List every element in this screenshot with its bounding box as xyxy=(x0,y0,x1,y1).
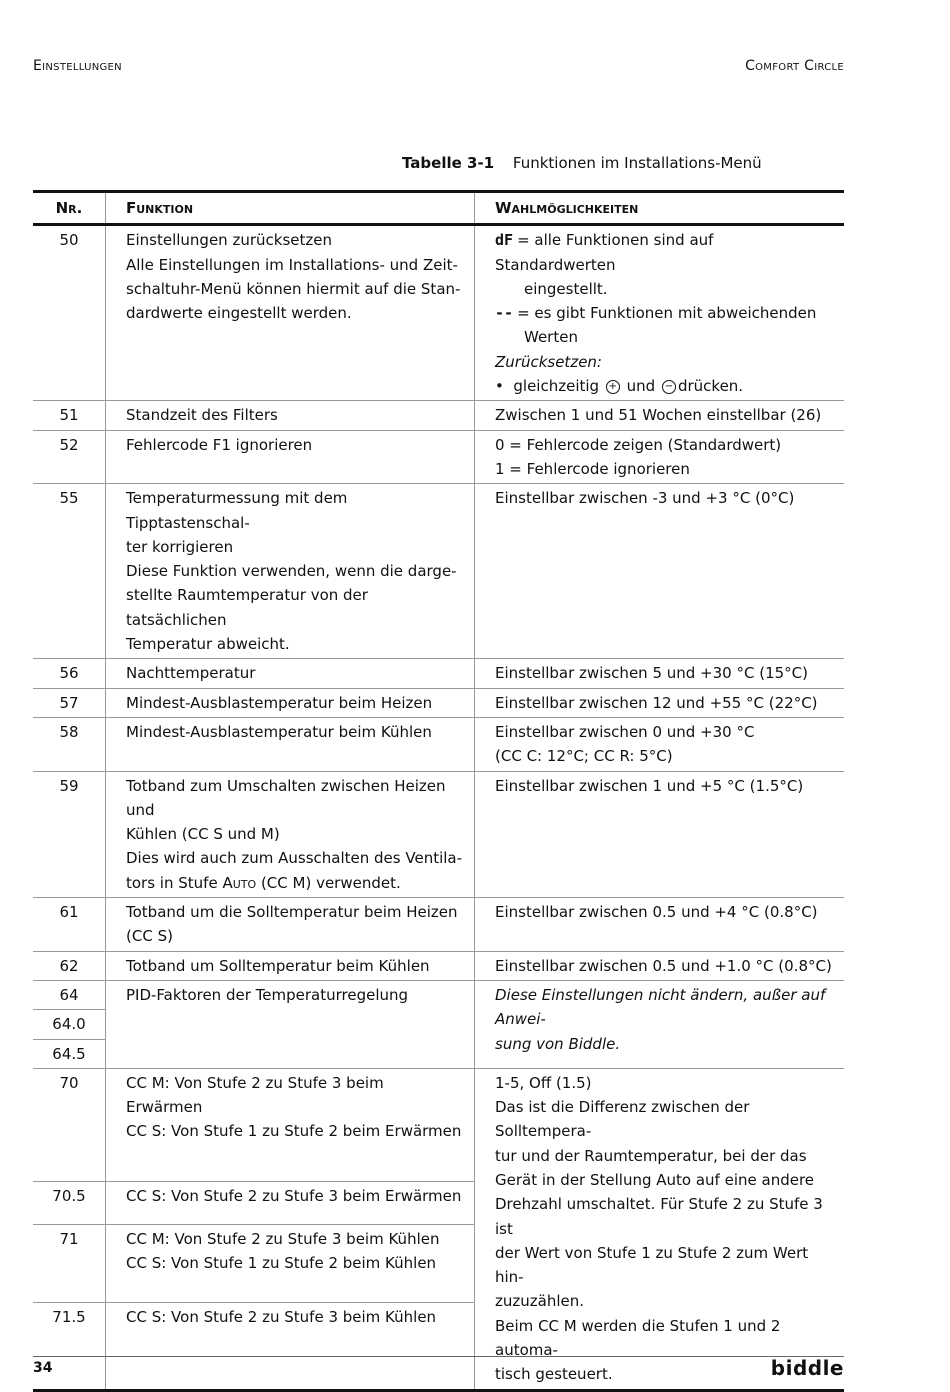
function-text: CC S: Von Stufe 1 zu Stufe 2 beim Kühlen xyxy=(126,1253,437,1272)
function-cell: Fehlercode F1 ignorieren xyxy=(106,430,475,484)
table-caption xyxy=(402,154,762,172)
options-cell xyxy=(475,430,845,484)
function-cell: PID-Faktoren der Temperaturregelung xyxy=(106,980,475,1068)
row-number: 51 xyxy=(33,401,106,430)
table-row xyxy=(33,688,844,717)
row-number: 52 xyxy=(33,430,106,484)
table-header-row xyxy=(33,192,844,225)
row-number: 59 xyxy=(33,771,106,897)
running-head-left: Einstellungen xyxy=(33,58,122,74)
function-text-part: tors in Stufe xyxy=(126,873,218,892)
function-text: Einstellungen zurücksetzen xyxy=(126,231,332,250)
function-cell: Standzeit des Filters xyxy=(106,401,475,430)
options-cell xyxy=(475,980,845,1068)
function-text: Temperaturmessung mit dem Tipptastenschal- xyxy=(126,489,348,532)
display-code: -- xyxy=(495,304,514,323)
option-text: Werten xyxy=(524,328,578,347)
function-cell xyxy=(106,1068,475,1181)
options-cell: Zwischen 1 und 51 Wochen einstellbar (26) xyxy=(475,401,845,430)
option-text: tisch gesteuert. xyxy=(495,1365,613,1384)
option-text: drücken. xyxy=(677,377,744,396)
option-text: (CC C: 12°C; CC R: 5°C) xyxy=(495,747,673,766)
table-row xyxy=(33,401,844,430)
table-row xyxy=(33,484,844,659)
function-table xyxy=(33,190,844,1392)
function-cell xyxy=(106,1224,475,1302)
display-code: dF xyxy=(495,231,514,250)
header-funktion: Funktion xyxy=(106,192,475,225)
table-row xyxy=(33,771,844,897)
header-nr: Nr. xyxy=(33,192,106,225)
option-text: 1-5, Off (1.5) xyxy=(495,1073,592,1092)
row-number: 71 xyxy=(33,1224,106,1302)
row-number: 58 xyxy=(33,717,106,771)
option-text: tur und der Raumtemperatur, bei der das xyxy=(495,1146,807,1165)
function-cell: Mindest-Ausblastemperatur beim Kühlen xyxy=(106,717,475,771)
options-cell: Einstellbar zwischen 5 und +30 °C (15°C) xyxy=(475,659,845,688)
plus-button-icon: + xyxy=(606,380,620,394)
table-row xyxy=(33,430,844,484)
function-text: Kühlen (CC S und M) xyxy=(126,825,280,844)
options-cell xyxy=(475,717,845,771)
caption-title: Funktionen im Installations-Menü xyxy=(512,154,762,172)
function-text: ter korrigieren xyxy=(126,537,234,556)
brand-logo: biddle xyxy=(770,1356,844,1380)
function-cell: Totband um Solltemperatur beim Kühlen xyxy=(106,951,475,980)
function-cell: Nachttemperatur xyxy=(106,659,475,688)
option-text: Einstellbar zwischen 0 und +30 °C xyxy=(495,722,755,741)
option-text: Diese Einstellungen nicht ändern, außer auf Anwei- xyxy=(495,985,826,1029)
table-row xyxy=(33,659,844,688)
row-number: 64.0 xyxy=(33,1010,106,1039)
option-text: Das ist die Differenz zwischen der Solltempera- xyxy=(495,1098,750,1141)
function-cell: Mindest-Ausblastemperatur beim Heizen xyxy=(106,688,475,717)
function-cell xyxy=(106,484,475,659)
row-number: 70 xyxy=(33,1068,106,1181)
option-text: 1 = Fehlercode ignorieren xyxy=(495,459,690,478)
table-row xyxy=(33,225,844,401)
function-text: Diese Funktion verwenden, wenn die darge- xyxy=(126,562,457,581)
option-heading: Zurücksetzen: xyxy=(495,352,602,371)
row-number: 57 xyxy=(33,688,106,717)
table-row xyxy=(33,898,844,952)
option-text: zuzuzählen. xyxy=(495,1292,585,1311)
table-row xyxy=(33,717,844,771)
row-number: 56 xyxy=(33,659,106,688)
option-text: gleichzeitig xyxy=(513,377,600,396)
option-text: = es gibt Funktionen mit abweichenden xyxy=(517,304,817,323)
function-text xyxy=(126,871,464,895)
row-number: 62 xyxy=(33,951,106,980)
footer-rule xyxy=(33,1356,844,1357)
page-number: 34 xyxy=(33,1360,53,1376)
row-number: 64.5 xyxy=(33,1039,106,1068)
row-number: 50 xyxy=(33,225,106,401)
option-text: eingestellt. xyxy=(524,279,608,298)
options-cell: Einstellbar zwischen 1 und +5 °C (1.5°C) xyxy=(475,771,845,897)
caption-number: Tabelle 3-1 xyxy=(402,154,495,172)
function-cell xyxy=(106,225,475,401)
option-text: Drehzahl umschaltet. Für Stufe 2 zu Stufe 3 ist xyxy=(495,1195,823,1238)
row-number: 71.5 xyxy=(33,1302,106,1390)
option-text: der Wert von Stufe 1 zu Stufe 2 zum Wert hin- xyxy=(495,1243,809,1287)
function-cell: CC S: Von Stufe 2 zu Stufe 3 beim Erwärmen xyxy=(106,1182,475,1225)
function-cell xyxy=(106,898,475,952)
option-text: sung von Biddle. xyxy=(495,1034,621,1053)
row-number: 55 xyxy=(33,484,106,659)
row-number: 70.5 xyxy=(33,1182,106,1225)
table-row xyxy=(33,1068,844,1181)
function-text: Temperatur abweicht. xyxy=(126,635,290,654)
function-text: schaltuhr-Menü können hiermit auf die Stan- xyxy=(126,279,461,298)
minus-button-icon: − xyxy=(662,380,676,394)
function-cell: CC S: Von Stufe 2 zu Stufe 3 beim Kühlen xyxy=(106,1302,475,1390)
row-number: 64 xyxy=(33,980,106,1009)
header-wahlmoeglichkeiten: Wahlmöglichkeiten xyxy=(475,192,845,225)
options-cell xyxy=(475,225,845,401)
options-cell: Einstellbar zwischen 12 und +55 °C (22°C) xyxy=(475,688,845,717)
bullet-icon: • xyxy=(495,377,514,396)
function-cell xyxy=(106,771,475,897)
function-text: CC M: Von Stufe 2 zu Stufe 3 beim Kühlen xyxy=(126,1229,440,1248)
function-text-part: (CC M) verwendet. xyxy=(260,873,401,892)
option-text: Beim CC M werden die Stufen 1 und 2 automa- xyxy=(495,1316,781,1360)
options-cell: Einstellbar zwischen 0.5 und +1.0 °C (0.8°C) xyxy=(475,951,845,980)
function-text: (CC S) xyxy=(126,927,173,946)
function-text: Dies wird auch zum Ausschalten des Ventila- xyxy=(126,849,463,868)
mode-label: Auto xyxy=(222,873,257,892)
row-number: 61 xyxy=(33,898,106,952)
options-cell: Einstellbar zwischen 0.5 und +4 °C (0.8°C) xyxy=(475,898,845,952)
table-row xyxy=(33,951,844,980)
option-text: 0 = Fehlercode zeigen (Standardwert) xyxy=(495,435,782,454)
function-text: dardwerte eingestellt werden. xyxy=(126,304,352,323)
function-text: stellte Raumtemperatur von der tatsächlichen xyxy=(126,586,368,629)
function-text: CC M: Von Stufe 2 zu Stufe 3 beim Erwärmen xyxy=(126,1073,384,1117)
running-head-right: Comfort Circle xyxy=(745,58,844,74)
function-text: CC S: Von Stufe 1 zu Stufe 2 beim Erwärmen xyxy=(126,1122,462,1141)
options-cell xyxy=(475,1068,845,1390)
option-text: Gerät in der Stellung Auto auf eine andere xyxy=(495,1170,815,1189)
table-row xyxy=(33,980,844,1009)
function-text: Totband um die Solltemperatur beim Heizen xyxy=(126,903,458,922)
function-text: Alle Einstellungen im Installations- und Zeit- xyxy=(126,255,458,274)
option-text: = alle Funktionen sind auf Standardwerten xyxy=(495,231,714,274)
option-text: und xyxy=(626,377,656,396)
bullet-item xyxy=(495,374,834,398)
function-text: Totband zum Umschalten zwischen Heizen und xyxy=(126,776,446,819)
options-cell: Einstellbar zwischen -3 und +3 °C (0°C) xyxy=(475,484,845,659)
